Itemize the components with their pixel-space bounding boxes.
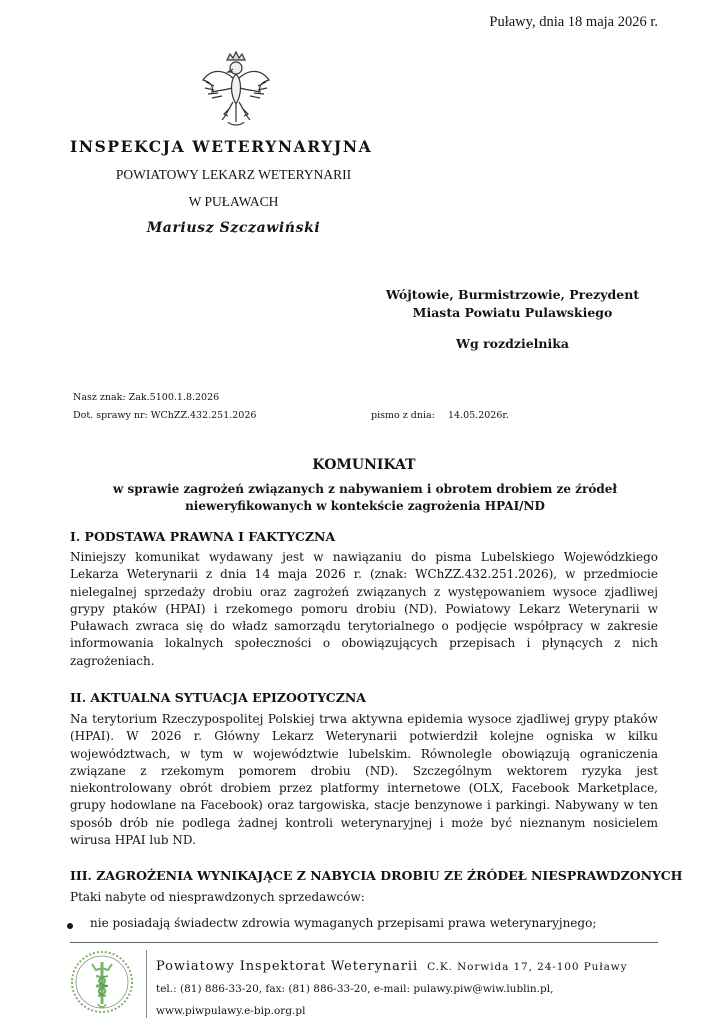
case-reference: Dot. sprawy nr: WChZZ.432.251.2026 bbox=[73, 410, 257, 421]
polish-eagle-emblem bbox=[200, 50, 272, 128]
section-3-heading: III. ZAGROŻENIA WYNIKAJĄCE Z NABYCIA DROBIU ZE ŹRÓDEŁ NIESPRAWDZONYCH bbox=[70, 868, 683, 883]
letter-date-label: pismo z dnia: bbox=[371, 410, 435, 421]
footer-office-line bbox=[156, 959, 628, 974]
footer-address: C.K. Norwida 17, 24-100 Puławy bbox=[427, 961, 628, 973]
footer-contact: tel.: (81) 886-33-20, fax: (81) 886-33-20, e-mail: pulawy.piw@wiw.lublin.pl, bbox=[156, 983, 554, 995]
recipient-distribution: Wg rozdzielnika bbox=[455, 336, 570, 351]
recipient-line-1: Wójtowie, Burmistrzowie, Prezydent bbox=[385, 287, 640, 302]
institution-subtitle: POWIATOWY LEKARZ WETERYNARII bbox=[115, 167, 352, 182]
footer-website-link[interactable]: www.piwpulawy.e-bip.org.pl bbox=[156, 1005, 306, 1017]
section-3-text: Ptaki nabyte od niesprawdzonych sprzedawców: bbox=[70, 890, 365, 904]
section-1-heading: I. PODSTAWA PRAWNA I FAKTYCZNA bbox=[70, 529, 336, 544]
institution-location: W PUŁAWACH bbox=[188, 194, 279, 209]
section-3-bullet: nie posiadają świadectw zdrowia wymaganych przepisami prawa weterynaryjnego; bbox=[90, 916, 597, 930]
veterinary-logo-icon bbox=[70, 950, 134, 1014]
our-reference: Nasz znak: Zak.5100.1.8.2026 bbox=[73, 392, 220, 403]
section-1-text: Niniejszy komunikat wydawany jest w nawiązaniu do pisma Lubelskiego Wojewódzkiego Lekarza Weterynarii z dnia 14 maja 2026 r. (znak: WChZZ.432.251.2026), w przedmiocie nielegalnej sprzedaży drobiu oraz zagrożeń związanych z występowaniem wysoce zjadliwej grypy ptaków (HPAI) i rzekomego pomoru drobiu (ND). Powiatowy Lekarz Weterynarii w Puławach zwraca się do władz samorządu terytorialnego o podjęcie współpracy w zakresie informowania lokalnych społeczności o obowiązujących przepisach i płynących z nich zagrożeniach. bbox=[70, 550, 658, 668]
footer-divider bbox=[70, 942, 658, 943]
komunikat-title: KOMUNIKAT bbox=[312, 457, 416, 473]
letter-date-value: 14.05.2026r. bbox=[448, 410, 509, 421]
komunikat-subtitle: w sprawie zagrożeń związanych z nabywaniem i obrotem drobiem ze źródeł nieweryfikowanych w kontekście zagrożenia HPAI/ND bbox=[113, 482, 617, 513]
document-date: Puławy, dnia 18 maja 2026 r. bbox=[489, 14, 658, 30]
bullet-icon bbox=[67, 923, 73, 929]
institution-title: INSPEKCJA WETERYNARYJNA bbox=[70, 137, 373, 156]
section-2-heading: II. AKTUALNA SYTUACJA EPIZOOTYCZNA bbox=[70, 690, 367, 705]
footer-office-name: Powiatowy Inspektorat Weterynarii bbox=[156, 959, 419, 974]
section-2-text: Na terytorium Rzeczypospolitej Polskiej trwa aktywna epidemia wysoce zjadliwej grypy ptaków (HPAI). W 2026 r. Główny Lekarz Weterynarii potwierdził kolejne ogniska w kilku województwach, w tym w województwie lubelskim. Równolegle obowiązują ograniczenia związane z rzekomym pomorem drobiu (ND). Szczególnym wektorem ryzyka jest niekontrolowany obrót drobiem przez platformy internetowe (OLX, Facebook Marketplace, grupy hodowlane na Facebook) oraz targowiska, stacje benzynowe i parkingi. Nabywany w ten sposób drób nie podlega żadnej kontroli weterynaryjnej i może być nieznanym nosicielem wirusa HPAI lub ND. bbox=[70, 712, 658, 848]
footer-separator bbox=[146, 950, 147, 1018]
officer-name: Mariusz Szczawiński bbox=[146, 220, 321, 236]
recipient-line-2: Miasta Powiatu Pulawskiego bbox=[412, 305, 613, 320]
